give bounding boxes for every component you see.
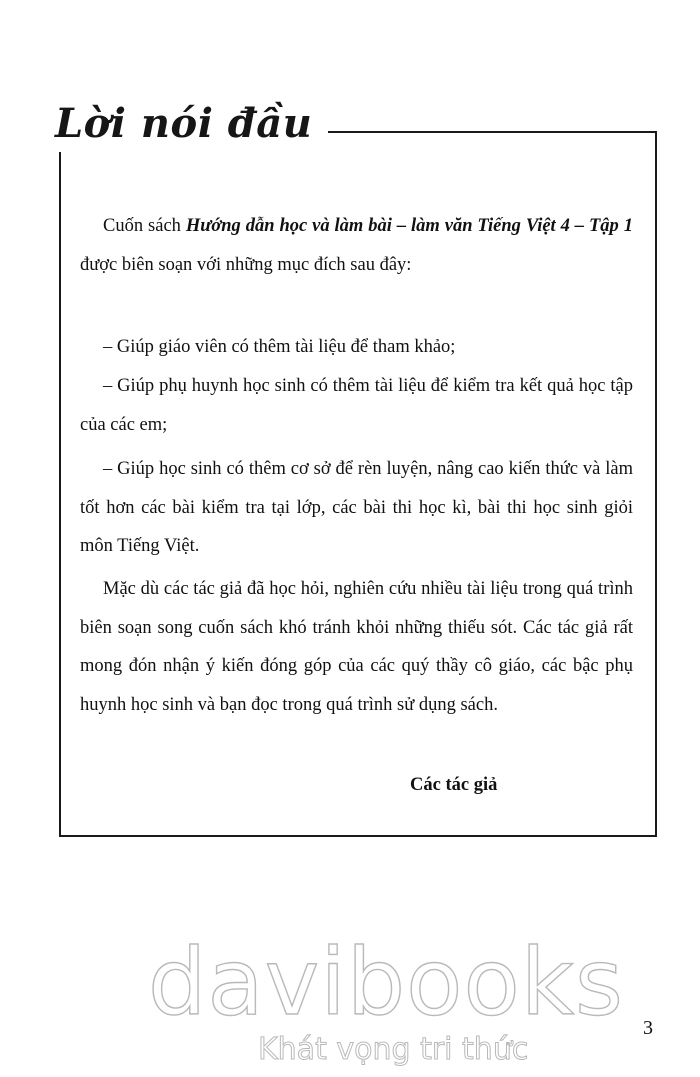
page-number: 3: [643, 1017, 653, 1039]
book-title: Hướng dẫn học và làm bài – làm văn Tiếng Việt 4 – Tập 1: [185, 216, 633, 236]
intro-after: được biên soạn với những mục đích sau đây:: [80, 254, 412, 275]
purpose-item-2: – Giúp phụ huynh học sinh có thêm tài liệu để kiểm tra kết quả học tập của các em;: [80, 376, 633, 435]
purpose-item-1: – Giúp giáo viên có thêm tài liệu để tham khảo;: [103, 337, 456, 357]
watermark-slogan: Khát vọng tri thức: [258, 1032, 529, 1067]
intro-before: Cuốn sách: [103, 216, 186, 236]
watermark-brand: davibooks: [148, 929, 624, 1036]
closing-paragraph: Mặc dù các tác giả đã học hỏi, nghiên cứu nhiều tài liệu trong quá trình biên soạn song cuốn sách khó tránh khỏi những thiếu sót. Các tác giả rất mong đón nhận ý kiến đóng góp của các quý thầy cô giáo, các bậc phụ huynh học sinh và bạn đọc trong quá trình sử dụng sách.: [80, 579, 633, 715]
preface-heading: Lời nói đầu: [45, 96, 328, 152]
purpose-item-3: – Giúp học sinh có thêm cơ sở để rèn luyện, nâng cao kiến thức và làm tốt hơn các bài kiểm tra tại lớp, các bài thi học kì, bài thi học sinh giỏi môn Tiếng Việt.: [80, 459, 633, 556]
intro-paragraph: [80, 207, 633, 284]
signature: Các tác giả: [410, 775, 498, 795]
